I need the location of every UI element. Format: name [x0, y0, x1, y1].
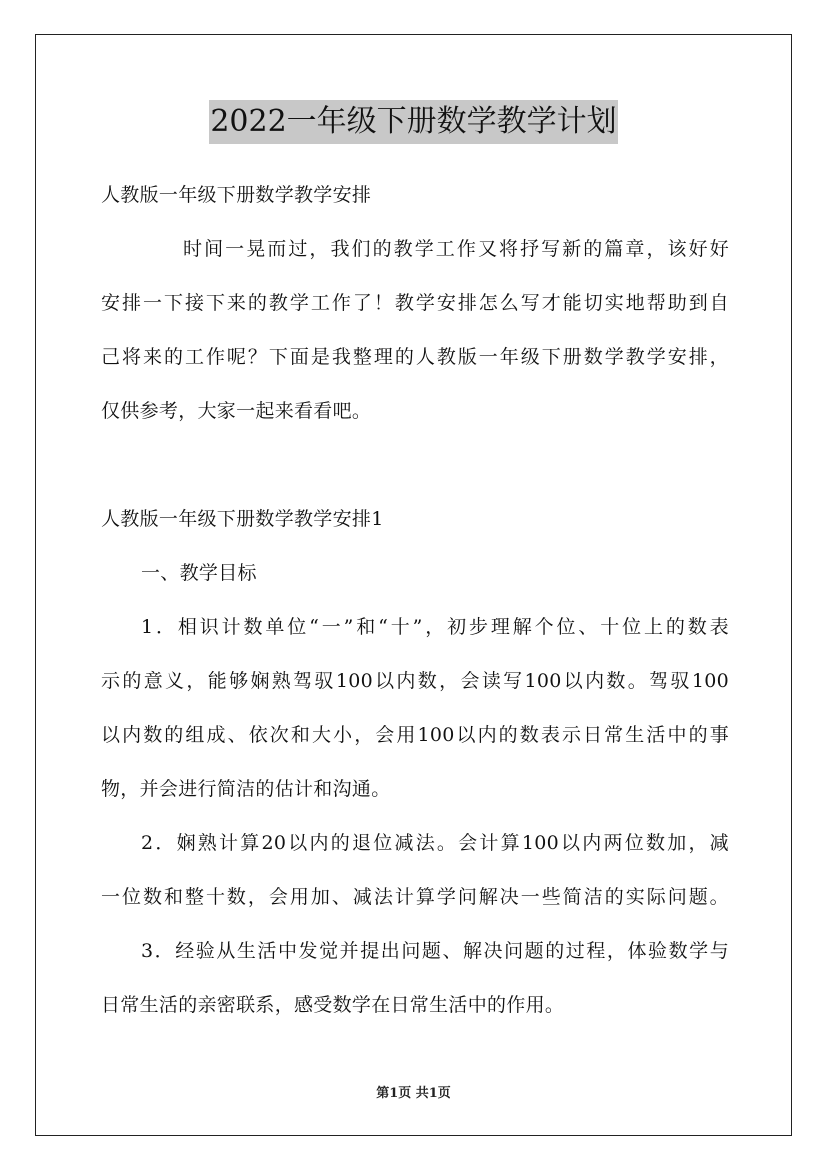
blank-line	[101, 442, 729, 496]
section-heading: 人教版一年级下册数学教学安排1	[101, 508, 384, 530]
intro-line-1: 时间一晃而过，我们的教学工作又将抒写新的篇章，该好好	[183, 238, 729, 260]
goal-1-line-2: 示的意义，能够娴熟驾驭100以内数，会读写100以内数。驾驭100	[101, 670, 729, 692]
goal-2-line-1: 2．娴熟计算20以内的退位减法。会计算100以内两位数加，减	[141, 832, 729, 854]
intro-line-3: 己将来的工作呢？下面是我整理的人教版一年级下册数学教学安排，	[101, 346, 729, 368]
intro-line-2: 安排一下接下来的教学工作了！教学安排怎么写才能切实地帮助到自	[101, 292, 729, 314]
document-body	[101, 172, 729, 1036]
goal-3-line-2: 日常生活的亲密联系，感受数学在日常生活中的作用。	[101, 994, 565, 1016]
page-footer: 第1页 共1页	[376, 1086, 451, 1101]
goal-1-line-1: 1．相识计数单位“一”和“十”，初步理解个位、十位上的数表	[141, 616, 729, 638]
title-container	[0, 100, 827, 144]
subheading-goals: 一、教学目标	[141, 562, 257, 584]
document-title: 2022一年级下册数学教学计划	[209, 100, 617, 144]
goal-3-line-1: 3．经验从生活中发觉并提出问题、解决问题的过程，体验数学与	[141, 940, 729, 962]
goal-1-line-4: 物，并会进行简洁的估计和沟通。	[101, 778, 391, 800]
goal-2-line-2: 一位数和整十数，会用加、减法计算学问解决一些简洁的实际问题。	[101, 886, 729, 908]
intro-line-4: 仅供参考，大家一起来看看吧。	[101, 400, 372, 422]
goal-1-line-3: 以内数的组成、依次和大小，会用100以内的数表示日常生活中的事	[101, 724, 729, 746]
heading-plan: 人教版一年级下册数学教学安排	[101, 184, 372, 206]
